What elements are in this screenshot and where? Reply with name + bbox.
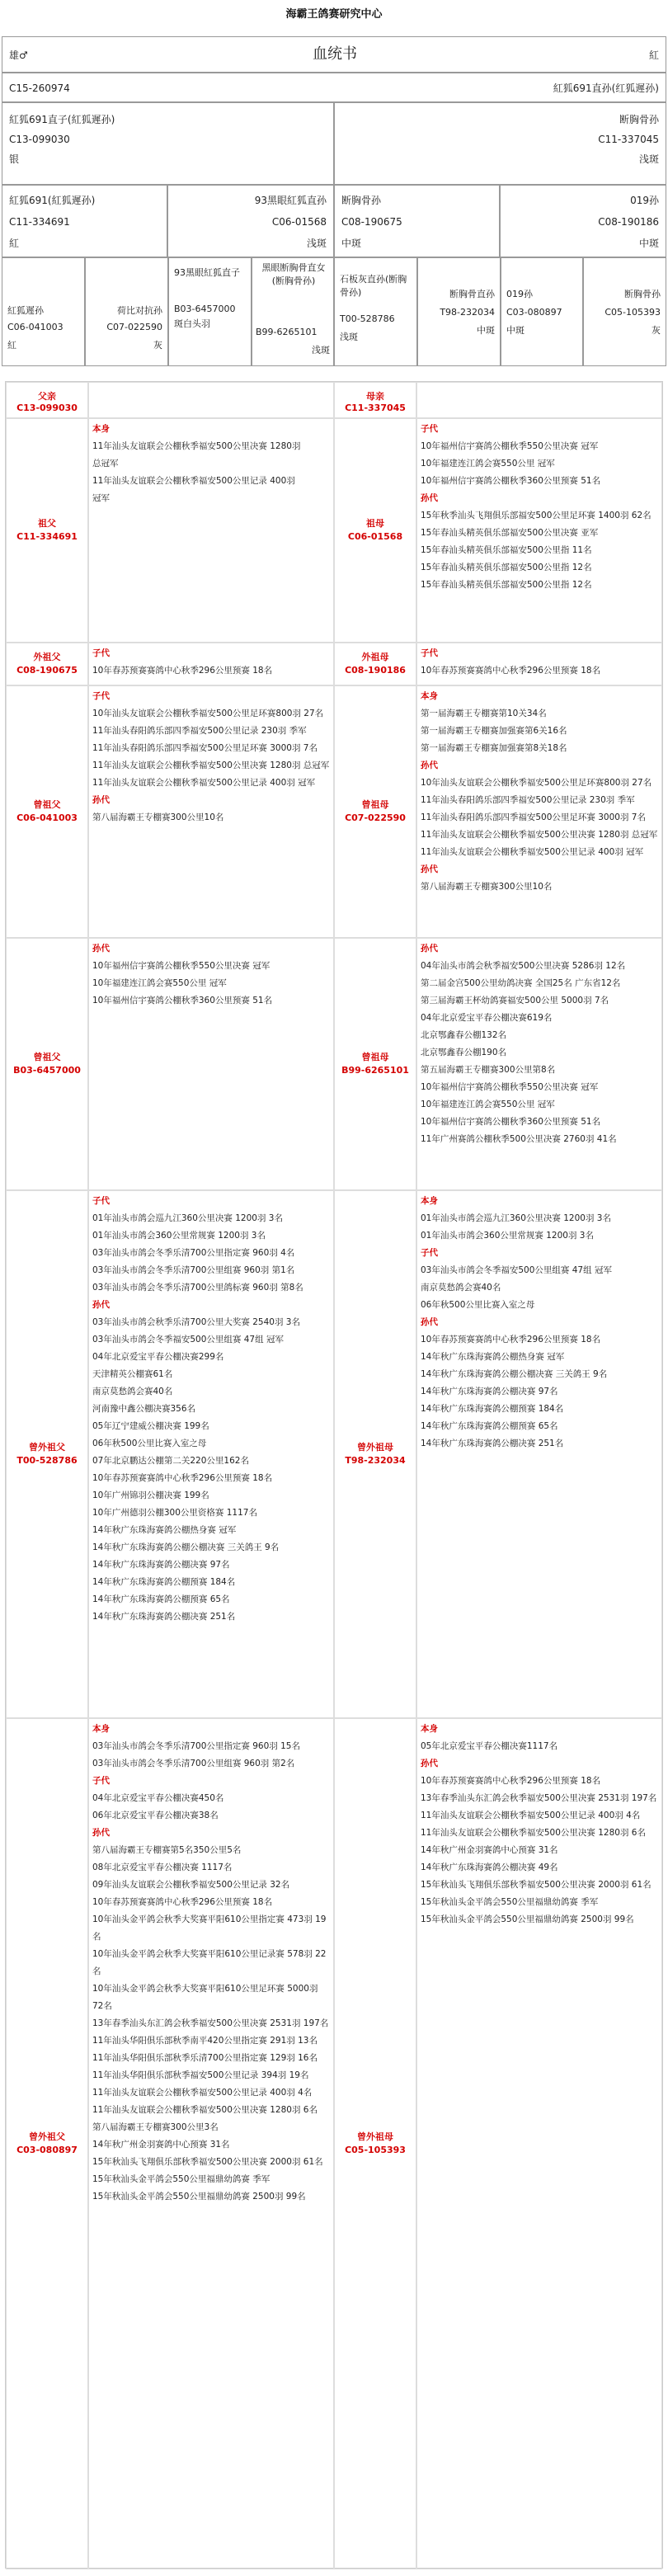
relation-label: 祖父	[38, 518, 56, 529]
ggp-cell-4	[252, 257, 334, 366]
result-line: 10年福州信宇赛鸽公棚秋季360公里预赛 51名	[421, 476, 601, 486]
results-section-head: 孙代	[92, 795, 110, 805]
results-section-head: 孙代	[92, 944, 110, 954]
result-line: 15年秋汕头金平鸽会550公里福鼎幼鸽赛 季军	[92, 2174, 270, 2184]
relation-ring: C06-041003	[16, 812, 78, 823]
dam-ring: C11-337045	[598, 134, 659, 145]
ggp-ring: T98-232034	[440, 307, 495, 318]
relation-ring: C13-099030	[16, 403, 78, 413]
result-line: 11年汕头友谊联会公棚秋季福安500公里记录 400羽 4名	[421, 1811, 641, 1820]
relation-ring: T98-232034	[345, 1455, 406, 1466]
subject-ring-row	[2, 73, 666, 102]
results-section-head: 子代	[92, 1196, 110, 1206]
result-line: 11年汕头春阳鸽乐部四季福安500公里记录 230羽 季军	[421, 795, 635, 805]
relation-ring: C08-190186	[345, 665, 406, 676]
result-line: 09年汕头友谊联会公棚秋季福安500公里记录 32名	[92, 1880, 290, 1890]
relation-ring: C11-334691	[16, 531, 78, 542]
result-line: 03年汕头市鸽会冬季乐清700公里指定赛 960羽 15名	[92, 1741, 300, 1751]
relation-label: 曾祖父	[33, 799, 61, 810]
result-line: 第八届海霸王专棚赛300公里10名	[421, 882, 553, 892]
results-section-head: 孙代	[421, 944, 438, 954]
result-line: 11年广州赛鸽公棚秋季500公里决赛 2760羽 41名	[421, 1134, 617, 1144]
relation-label: 母亲	[366, 391, 384, 402]
ggp-color: 斑白头羽	[174, 318, 210, 329]
result-line: 14年秋广州金羽赛鸽中心预赛 31名	[421, 1845, 558, 1855]
right-results	[421, 1193, 660, 1453]
results-section-head: 子代	[421, 1248, 438, 1258]
relation-label: 曾外祖父	[29, 2131, 65, 2142]
right-results	[421, 645, 660, 680]
gp-ring: C06-01568	[271, 216, 327, 228]
result-line: 06年北京爱宝平春公棚决赛38名	[92, 1811, 219, 1820]
result-line: 11年汕头春阳鸽乐部四季福安500公里记录 230羽 季军	[92, 726, 307, 736]
result-line: 第三届海霸王杯幼鸽赛福安500公里 5000羽 7名	[421, 996, 609, 1005]
results-section-head: 孙代	[92, 1300, 110, 1310]
relation-ring: C07-022590	[345, 812, 406, 823]
right-label-cell	[335, 1191, 416, 1717]
result-line: 14年秋广东珠海赛鸽公棚决赛 97名	[421, 1387, 558, 1396]
result-line: 10年福州信宇赛鸽公棚秋季360公里预赛 51名	[92, 996, 273, 1005]
result-line: 15年秋汕头金平鸽会550公里福鼎幼鸽赛 2500羽 99名	[92, 2192, 306, 2202]
result-line: 14年秋广东珠海赛鸽公棚决赛 251名	[92, 1612, 236, 1622]
result-line: 11年汕头友谊联会公棚秋季福安500公里决赛 1280羽 6名	[92, 2105, 318, 2115]
ggp-cell-6	[417, 257, 501, 366]
right-results	[421, 940, 660, 1148]
results-section-head: 本身	[421, 1196, 438, 1206]
ggp-cell-7	[501, 257, 583, 366]
result-line: 11年汕头友谊联会公棚秋季福安500公里记录 400羽 冠军	[92, 778, 316, 788]
result-line: 10年春苏预赛赛鸽中心秋季296公里预赛 18名	[421, 1776, 601, 1786]
result-line: 10年汕头友谊联会公棚秋季福安500公里足环赛800羽 27名	[421, 778, 652, 788]
result-line: 14年秋广东珠海赛鸽公棚公棚决赛 三关鸽王 9名	[421, 1369, 608, 1379]
subject-color: 紅	[648, 49, 659, 61]
result-line: 14年秋广东珠海赛鸽公棚预赛 65名	[421, 1421, 558, 1431]
result-line: 15年春汕头精英俱乐部福安500公里决赛 亚军	[421, 528, 599, 538]
result-line: 14年秋广东珠海赛鸽公棚热身赛 冠军	[421, 1352, 565, 1362]
result-line: 14年秋广东珠海赛鸽公棚决赛 49名	[421, 1863, 558, 1872]
result-line: 11年汕头友谊联会公棚秋季福安500公里决赛 1280羽 总冠军	[92, 761, 330, 770]
result-line: 14年秋广东珠海赛鸽公棚预赛 184名	[421, 1404, 564, 1414]
ggp-ring: B03-6457000	[174, 304, 236, 314]
result-line: 07年北京鹏达公棚第二关220公里162名	[92, 1456, 249, 1466]
result-line: 11年汕头友谊联会公棚秋季福安500公里记录 400羽 4名	[92, 2088, 313, 2098]
result-line: 10年春苏预赛赛鸽中心秋季296公里预赛 18名	[421, 1335, 601, 1345]
ggp-name: 石板灰直孙(断胸骨孙)	[340, 274, 407, 298]
result-line: 第一届海霸王专棚赛第10关34名	[421, 709, 547, 718]
relation-label: 曾祖母	[361, 1052, 389, 1062]
ggp-name: 荷比对抗孙	[117, 305, 162, 316]
relation-label: 祖母	[366, 518, 384, 529]
right-results	[421, 421, 660, 594]
relation-ring: C08-190675	[16, 665, 78, 676]
relation-label: 曾外祖母	[357, 1442, 393, 1453]
left-results	[92, 688, 332, 826]
right-results	[421, 1721, 660, 1928]
result-line: 14年秋广东珠海赛鸽公棚公棚决赛 三关鸽王 9名	[92, 1542, 280, 1552]
result-line: 11年汕头华阳俱乐部秋季乐清700公里指定赛 129羽 16名	[92, 2053, 318, 2063]
result-line: 11年汕头友谊联会公棚秋季福安500公里决赛 1280羽 总冠军	[421, 830, 658, 840]
result-line: 10年福州信宇赛鸽公棚秋季550公里决赛 冠军	[421, 1082, 599, 1092]
result-line: 10年广州锦羽公棚决赛 199名	[92, 1491, 209, 1500]
ggp-ring: C05-105393	[604, 307, 661, 318]
dam-name: 断胸骨孙	[619, 114, 659, 125]
ggp-name: 019孙	[506, 289, 533, 299]
left-label-cell	[7, 1191, 87, 1717]
result-line: 河南豫中鑫公棚决赛356名	[92, 1404, 196, 1414]
ggp-color: 灰	[153, 340, 162, 351]
subtitle: 血统书	[313, 45, 357, 63]
gp-cell-3	[334, 185, 500, 257]
ggp-name: 断胸骨直孙	[449, 289, 495, 299]
relation-label: 父亲	[38, 391, 56, 402]
gp-color: 中斑	[341, 238, 362, 249]
result-line: 15年春汕头精英俱乐部福安500公里指 12名	[421, 580, 592, 590]
relation-ring: C11-337045	[345, 403, 406, 413]
left-results	[92, 645, 332, 680]
result-line: 13年春季汕头东汇鸽会秋季福安500公里决赛 2531羽 197名	[92, 2018, 329, 2028]
result-line: 15年秋汕头飞翔俱乐部秋季福安500公里决赛 2000羽 61名	[92, 2157, 323, 2167]
sire-color: 银	[9, 153, 20, 165]
subject-lineage: 紅狐691直孙(红狐遲孙)	[553, 82, 659, 94]
ggp-color: 灰	[652, 325, 661, 336]
ggp-color: 中斑	[477, 325, 495, 336]
result-line: 01年汕头市鸽会360公里常规赛 1200羽 3名	[421, 1231, 594, 1241]
right-results	[421, 688, 660, 896]
result-line: 第二届金宫500公里幼鸽决赛 全国25名 广东省12名	[421, 978, 621, 988]
result-line: 北京鄂鑫春公棚190名	[421, 1048, 507, 1057]
result-line: 14年秋广东珠海赛鸽公棚预赛 65名	[92, 1594, 230, 1604]
result-line: 南京莫愁鸽会赛40名	[421, 1283, 501, 1293]
result-line: 14年秋广东珠海赛鸽公棚预赛 184名	[92, 1577, 236, 1587]
gp-color: 浅斑	[306, 238, 327, 249]
dam-cell	[334, 102, 666, 185]
sire-ring: C13-099030	[9, 134, 70, 145]
results-section-head: 子代	[92, 648, 110, 658]
relation-ring: C03-080897	[16, 2145, 78, 2155]
dam-color: 浅斑	[638, 153, 659, 165]
gp-name: 019孙	[630, 195, 659, 206]
result-line: 03年汕头市鸽会冬季福安500公里组赛 47组 冠军	[92, 1335, 284, 1345]
result-line: 冠军	[92, 493, 110, 503]
result-line: 第五届海霸王专棚赛300公里第8名	[421, 1065, 556, 1075]
ggp-cell-5	[334, 257, 417, 366]
result-line: 10年福州信宇赛鸽公棚秋季360公里预赛 51名	[421, 1117, 601, 1127]
result-line: 总冠军	[92, 459, 119, 469]
result-line: 天津精英公棚赛61名	[92, 1369, 173, 1379]
result-line: 10年福建连江鸽会赛550公里 冠军	[421, 459, 555, 469]
result-line: 第一届海霸王专棚赛加强赛第8关18名	[421, 743, 567, 753]
results-section-head: 本身	[421, 691, 438, 701]
results-section-head: 本身	[421, 1724, 438, 1734]
relation-ring: T00-528786	[16, 1455, 78, 1466]
result-line: 10年福州信宇赛鸽公棚秋季550公里决赛 冠军	[421, 441, 599, 451]
right-label-cell	[335, 686, 416, 937]
result-line: 10年春苏预赛赛鸽中心秋季296公里预赛 18名	[92, 666, 273, 676]
sex-symbol: ♂	[19, 49, 28, 61]
subject-header	[2, 36, 666, 73]
relation-label: 曾外祖母	[357, 2131, 393, 2142]
results-section-head: 子代	[421, 648, 438, 658]
right-label-cell	[335, 419, 416, 642]
relation-label: 曾外祖父	[29, 1442, 65, 1453]
results-section-head: 孙代	[421, 1317, 438, 1327]
result-line: 10年福州信宇赛鸽公棚秋季550公里决赛 冠军	[92, 961, 270, 971]
ggp-cell-2	[85, 257, 168, 366]
result-line: 10年福建连江鸽会赛550公里 冠军	[92, 978, 227, 988]
result-line: 15年秋季汕头飞翔俱乐部福安500公里足环赛 1400羽 62名	[421, 511, 652, 520]
result-line: 10年汕头金平鸽会秋季大奖赛平阳610公里指定赛 473羽 19名	[92, 1914, 327, 1942]
result-line: 04年北京爱宝平春公棚决赛619名	[421, 1013, 553, 1023]
gp-color: 中斑	[638, 238, 659, 249]
left-results	[92, 940, 332, 1010]
result-line: 10年福建连江鸽会赛550公里 冠军	[421, 1100, 555, 1109]
ggp-ring: C03-080897	[506, 307, 562, 318]
result-line: 15年秋汕头飞翔俱乐部秋季福安500公里决赛 2000羽 61名	[421, 1880, 652, 1890]
result-line: 03年汕头市鸽会秋季乐清700公里大奖赛 2540羽 3名	[92, 1317, 300, 1327]
ggp-color: 浅斑	[312, 345, 330, 356]
result-line: 04年北京爱宝平春公棚决赛299名	[92, 1352, 224, 1362]
result-line: 第八届海霸王专棚赛300公里10名	[92, 812, 224, 822]
result-line: 11年汕头友谊联会公棚秋季福安500公里决赛 1280羽 6名	[421, 1828, 646, 1838]
result-line: 15年秋汕头金平鸽会550公里福鼎幼鸽赛 2500羽 99名	[421, 1914, 634, 1924]
result-line: 11年汕头友谊联会公棚秋季福安500公里记录 400羽	[92, 476, 295, 486]
gp-name: 紅狐691(紅狐遲孙)	[9, 195, 96, 206]
result-line: 第一届海霸王专棚赛加强赛第6关16名	[421, 726, 567, 736]
result-line: 13年春季汕头东汇鸽会秋季福安500公里决赛 2531羽 197名	[421, 1793, 657, 1803]
gp-ring: C08-190186	[598, 216, 659, 228]
result-line: 第八届海霸王专棚赛300公里3名	[92, 2122, 219, 2132]
relation-label: 曾祖父	[33, 1052, 61, 1062]
right-label-cell	[335, 1719, 416, 2569]
results-section-head: 本身	[92, 1724, 110, 1734]
performance-table	[5, 381, 663, 2569]
results-section-head: 孙代	[421, 493, 438, 503]
relation-ring: C05-105393	[345, 2145, 406, 2155]
sex-text: 雄	[9, 49, 20, 61]
result-line: 08年北京爱宝平春公棚决赛 1117名	[92, 1863, 233, 1872]
left-results	[92, 421, 332, 507]
left-label-cell	[7, 643, 87, 685]
result-line: 06年秋500公里比赛入室之母	[421, 1300, 535, 1310]
gp-cell-2	[167, 185, 334, 257]
result-line: 01年汕头市鸽会巡九江360公里决赛 1200羽 3名	[92, 1213, 283, 1223]
result-line: 11年汕头友谊联会公棚秋季福安500公里决赛 1280羽	[92, 441, 301, 451]
right-label-cell	[335, 643, 416, 685]
result-line: 14年秋广州金羽赛鸽中心预赛 31名	[92, 2140, 230, 2150]
gp-ring: C08-190675	[341, 216, 402, 228]
ggp-name: 黑眼断胸骨直女(断胸骨孙)	[261, 262, 326, 286]
result-line: 15年秋汕头金平鸽会550公里福鼎幼鸽赛 季军	[421, 1897, 599, 1907]
result-line: 11年汕头华阳俱乐部秋季福安500公里记录 394羽 19名	[92, 2070, 309, 2080]
page-title: 海霸王鸽赛研究中心	[285, 8, 383, 21]
ggp-ring: C07-022590	[106, 322, 162, 332]
results-section-head: 孙代	[421, 761, 438, 770]
result-line: 03年汕头市鸽会冬季乐清700公里组赛 960羽 第2名	[92, 1759, 295, 1768]
relation-label: 曾祖母	[361, 799, 389, 810]
results-section-head: 子代	[92, 691, 110, 701]
result-line: 04年北京爱宝平春公棚决赛450名	[92, 1793, 224, 1803]
gp-name: 断胸骨孙	[341, 195, 382, 206]
result-line: 04年汕头市鸽会秋季福安500公里决赛 5286羽 12名	[421, 961, 626, 971]
result-line: 10年汕头金平鸽会秋季大奖赛平阳610公里记录赛 578羽 22名	[92, 1949, 327, 1976]
result-line: 03年汕头市鸽会冬季乐清700公里指定赛 960羽 4名	[92, 1248, 295, 1258]
result-line: 03年汕头市鸽会冬季乐清700公里鸽标赛 960羽 第8名	[92, 1283, 303, 1293]
ggp-ring: C06-041003	[7, 322, 64, 332]
results-section-head: 孙代	[421, 1759, 438, 1768]
sire-name: 紅狐691直子(紅狐遲孙)	[9, 114, 115, 125]
result-line: 15年春汕头精英俱乐部福安500公里指 12名	[421, 563, 592, 572]
result-line: 11年汕头春阳鸽乐部四季福安500公里足环赛 3000羽 7名	[92, 743, 318, 753]
result-line: 06年秋500公里比赛入室之母	[92, 1439, 207, 1448]
gp-ring: C11-334691	[9, 216, 70, 228]
result-line: 14年秋广东珠海赛鸽公棚热身赛 冠军	[92, 1525, 237, 1535]
ggp-cell-8	[583, 257, 666, 366]
results-section-head: 本身	[92, 424, 110, 434]
result-line: 14年秋广东珠海赛鸽公棚决赛 97名	[92, 1560, 230, 1570]
results-section-head: 子代	[421, 424, 438, 434]
result-line: 14年秋广东珠海赛鸽公棚决赛 251名	[421, 1439, 564, 1448]
result-line: 南京莫愁鸽会赛40名	[92, 1387, 173, 1396]
result-line: 11年汕头华阳俱乐部秋季南平420公里指定赛 291羽 13名	[92, 2036, 318, 2046]
right-label-cell	[335, 939, 416, 1189]
result-line: 10年春苏预赛赛鸽中心秋季296公里预赛 18名	[92, 1473, 273, 1483]
result-line: 03年汕头市鸽会冬季乐清700公里组赛 960羽 第1名	[92, 1265, 295, 1275]
relation-ring: B99-6265101	[341, 1065, 409, 1076]
result-line: 北京鄂鑫春公棚132名	[421, 1030, 507, 1040]
result-line: 10年春苏预赛赛鸽中心秋季296公里预赛 18名	[421, 666, 601, 676]
gp-cell-4	[500, 185, 666, 257]
ggp-color: 中斑	[506, 325, 525, 336]
results-section-head: 孙代	[92, 1828, 110, 1838]
results-section-head: 子代	[92, 1776, 110, 1786]
relation-ring: B03-6457000	[13, 1065, 81, 1076]
left-label-cell	[7, 383, 87, 417]
result-line: 11年汕头友谊联会公棚秋季福安500公里记录 400羽 冠军	[421, 847, 644, 857]
result-line: 11年汕头春阳鸽乐部四季福安500公里足环赛 3000羽 7名	[421, 812, 646, 822]
result-line: 05年辽宁建威公棚决赛 199名	[92, 1421, 209, 1431]
result-line: 15年春汕头精英俱乐部福安500公里指 11名	[421, 545, 592, 555]
ggp-cell-3	[168, 257, 252, 366]
result-line: 10年汕头友谊联会公棚秋季福安500公里足环赛800羽 27名	[92, 709, 324, 718]
left-results	[92, 1721, 332, 2206]
ggp-name: 断胸骨孙	[624, 289, 661, 299]
ggp-cell-1	[2, 257, 85, 366]
gp-color: 紅	[9, 238, 20, 249]
sire-cell	[2, 102, 334, 185]
gp-name: 93黑眼紅狐直孙	[254, 195, 327, 206]
result-line: 10年广州德羽公棚300公里资格赛 1117名	[92, 1508, 257, 1518]
result-line: 03年汕头市鸽会冬季福安500公里组赛 47组 冠军	[421, 1265, 612, 1275]
results-section-head: 孙代	[421, 864, 438, 874]
result-line: 第八届海霸王专棚赛第5名350公里5名	[92, 1845, 242, 1855]
subject-ring: C15-260974	[9, 82, 70, 94]
ggp-ring: B99-6265101	[256, 327, 318, 337]
result-line: 10年春苏预赛赛鸽中心秋季296公里预赛 18名	[92, 1897, 273, 1907]
left-results	[92, 1193, 332, 1626]
left-label-cell	[7, 686, 87, 937]
left-label-cell	[7, 939, 87, 1189]
left-label-cell	[7, 419, 87, 642]
ggp-name: 紅狐遲孙	[7, 305, 44, 316]
left-label-cell	[7, 1719, 87, 2569]
result-line: 05年北京爱宝平春公棚决赛1117名	[421, 1741, 558, 1751]
result-line: 10年汕头金平鸽会秋季大奖赛平阳610公里足环赛 5000羽 72名	[92, 1984, 318, 2011]
result-line: 01年汕头市鸽会巡九江360公里决赛 1200羽 3名	[421, 1213, 611, 1223]
ggp-name: 93黑眼紅狐直子	[174, 267, 240, 278]
relation-ring: C06-01568	[347, 531, 403, 542]
ggp-ring: T00-528786	[340, 313, 395, 324]
ggp-color: 浅斑	[340, 332, 358, 342]
right-label-cell	[335, 383, 416, 417]
relation-label: 外祖父	[33, 652, 61, 662]
gp-cell-1	[2, 185, 167, 257]
relation-label: 外祖母	[361, 652, 389, 662]
ggp-color: 紅	[7, 340, 16, 351]
result-line: 01年汕头市鸽会360公里常规赛 1200羽 3名	[92, 1231, 266, 1241]
